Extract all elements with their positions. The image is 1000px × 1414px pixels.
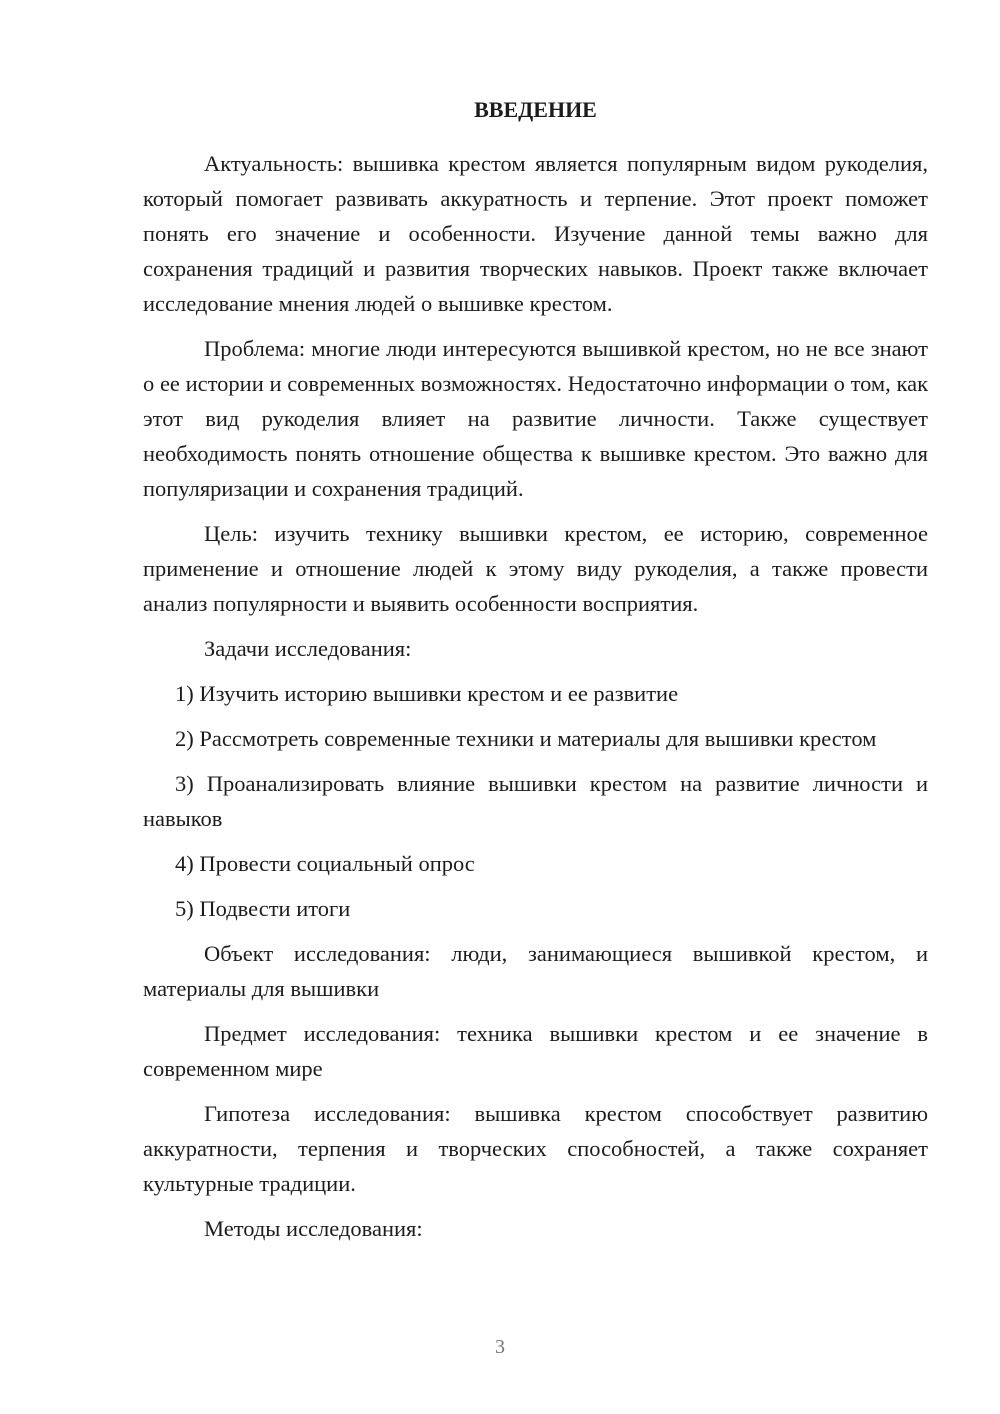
task-item: 1) Изучить историю вышивки крестом и ее развитие <box>175 681 679 706</box>
subject-paragraph: Предмет исследования: техника вышивки крестом и ее значение в современном мире <box>143 1021 928 1081</box>
task-item: 4) Провести социальный опрос <box>175 851 475 876</box>
page-content <box>143 96 928 1256</box>
methods-heading: Методы исследования: <box>204 1216 423 1241</box>
task-item: 5) Подвести итоги <box>175 896 351 921</box>
task-item: 2) Рассмотреть современные техники и материалы для вышивки крестом <box>175 726 877 751</box>
page-title: ВВЕДЕНИЕ <box>474 97 597 122</box>
tasks-heading: Задачи исследования: <box>204 636 412 661</box>
relevance-paragraph: Актуальность: вышивка крестом является популярным видом рукоделия, который помогает развивать аккуратность и терпение. Этот проект поможет понять его значение и особенности. Изучение данной темы важно для сохранения традиций и развития творческих навыков. Проект также включает исследование мнения людей о вышивке крестом. <box>143 151 928 316</box>
task-item: 3) Проанализировать влияние вышивки крестом на развитие личности и навыков <box>143 771 928 831</box>
object-paragraph: Объект исследования: люди, занимающиеся вышивкой крестом, и материалы для вышивки <box>143 941 928 1001</box>
page-number: 3 <box>495 1336 505 1358</box>
problem-paragraph: Проблема: многие люди интересуются вышивкой крестом, но не все знают о ее истории и современных возможностях. Недостаточно информации о том, как этот вид рукоделия влияет на развитие личности. Также существует необходимость понять отношение общества к вышивке крестом. Это важно для популяризации и сохранения традиций. <box>143 336 928 501</box>
goal-paragraph: Цель: изучить технику вышивки крестом, ее историю, современное применение и отношение людей к этому виду рукоделия, а также провести анализ популярности и выявить особенности восприятия. <box>143 521 928 616</box>
hypothesis-paragraph: Гипотеза исследования: вышивка крестом способствует развитию аккуратности, терпения и творческих способностей, а также сохраняет культурные традиции. <box>143 1101 928 1196</box>
